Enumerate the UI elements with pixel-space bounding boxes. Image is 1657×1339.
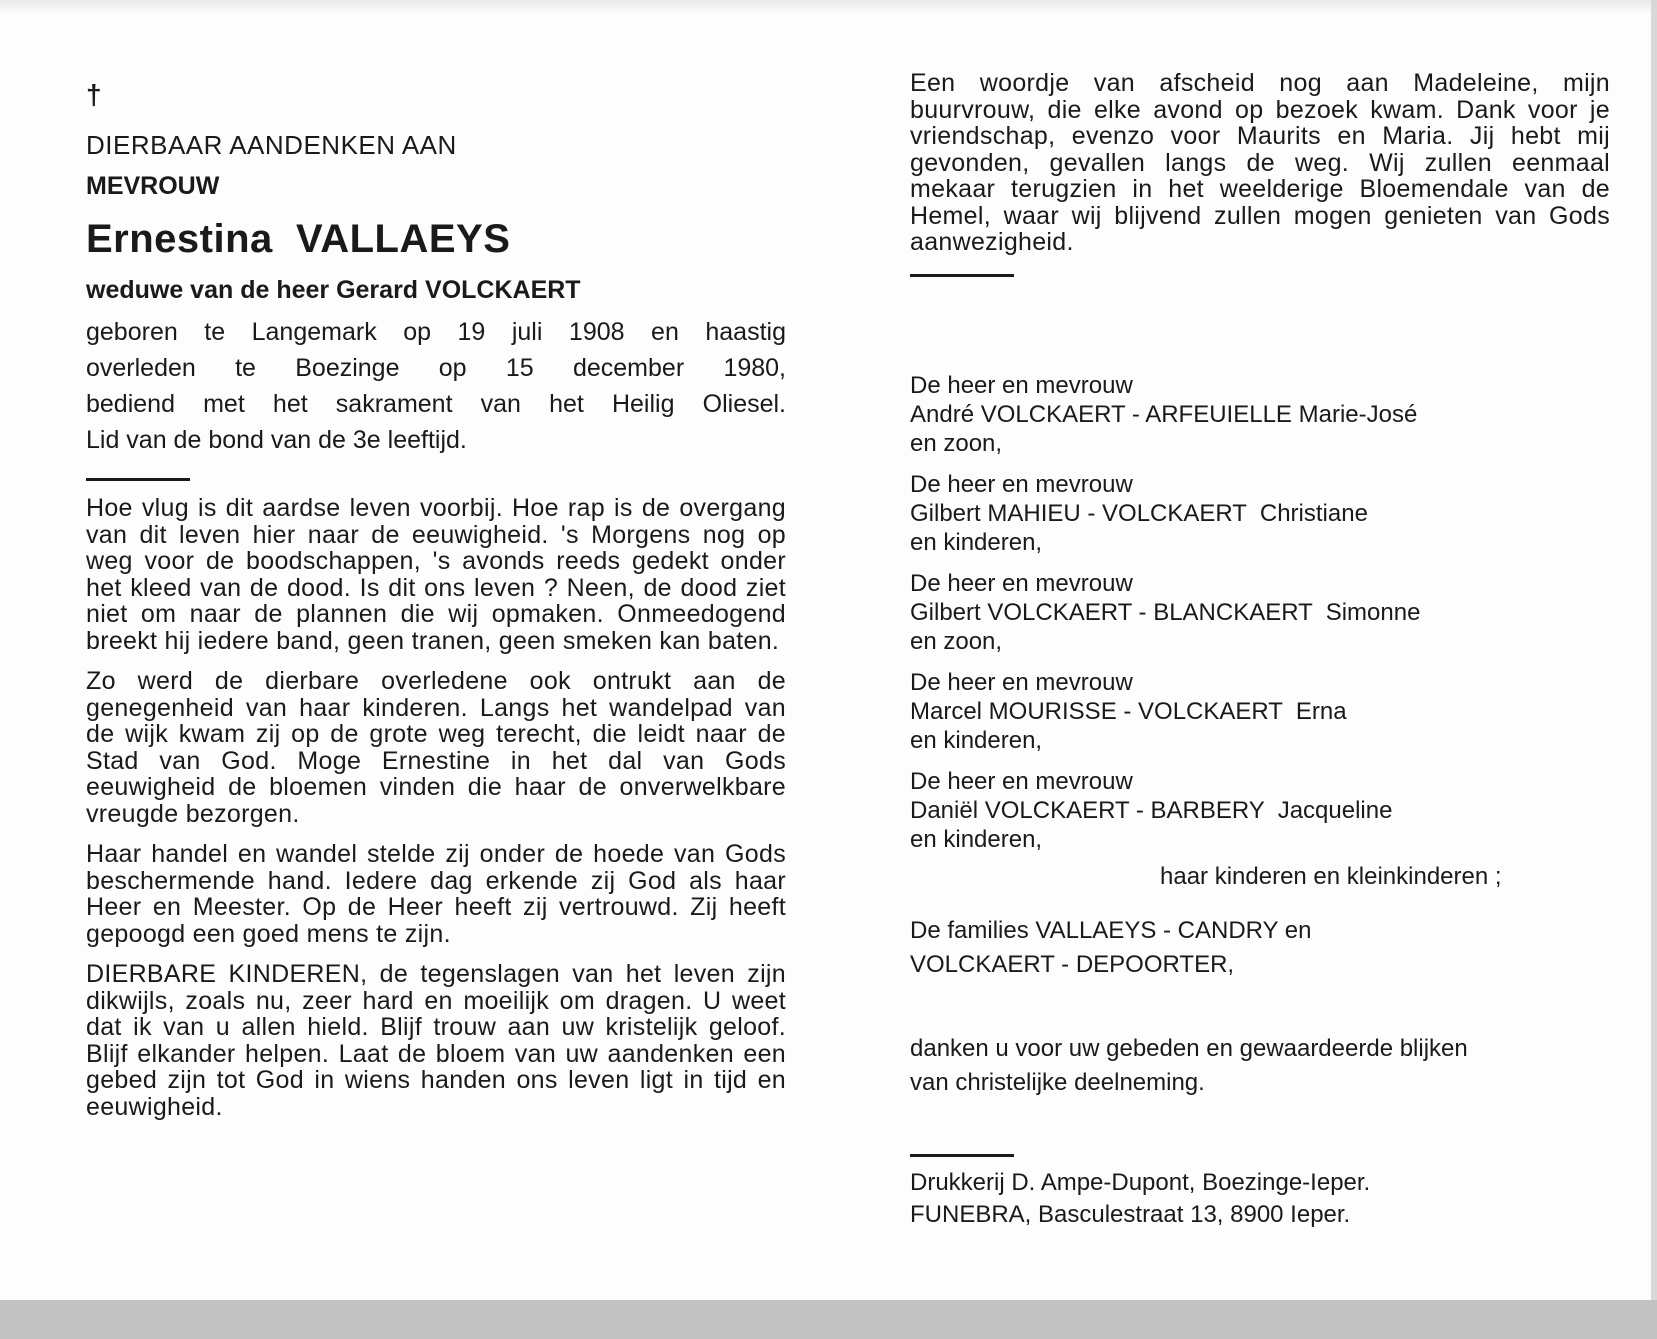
family-names: Gilbert VOLCKAERT - BLANCKAERT Simonne <box>910 598 1421 626</box>
thanks-line: danken u voor uw gebeden en gewaardeerde blijken <box>910 1034 1468 1062</box>
cross-icon: † <box>86 79 102 110</box>
biography <box>86 314 786 458</box>
family-entry <box>910 767 1610 854</box>
right-column <box>910 70 1610 1231</box>
divider <box>86 478 190 481</box>
extended-families <box>910 914 1610 982</box>
deceased-name: Ernestina VALLAEYS <box>86 217 511 261</box>
bio-line: overleden te Boezinge op 15 december 1980, <box>86 354 786 382</box>
text-paragraph: Zo werd de dierbare overledene ook ontrukt aan de genegenheid van haar kinderen. Langs het wandelpad van de wijk kwam zij op de grote weg terecht, die leidt naar de Stad van God. Moge Ernestine in het dal van Gods eeuwigheid de bloemen vinden die haar de onverwelkbare vreugde bezorgen. <box>86 667 786 828</box>
thanks-note <box>910 1032 1610 1100</box>
family-title: De heer en mevrouw <box>910 470 1133 498</box>
top-edge-shadow <box>0 0 1657 14</box>
intro-heading: DIERBAAR AANDENKEN AAN <box>86 130 457 160</box>
right-edge-shadow <box>1651 0 1657 1300</box>
family-children: en zoon, <box>910 429 1003 457</box>
left-column <box>86 80 786 1134</box>
thanks-line: van christelijke deelneming. <box>910 1068 1205 1096</box>
family-children: en kinderen, <box>910 825 1043 853</box>
family-title: De heer en mevrouw <box>910 767 1133 795</box>
family-entry <box>910 470 1610 557</box>
bio-line: geboren te Langemark op 19 juli 1908 en haastig <box>86 318 786 346</box>
farewell-paragraph: Een woordje van afscheid nog aan Madeleine, mijn buurvrouw, die elke avond op bezoek kwam. Dank voor je vriendschap, evenzo voor Maurits en Maria. Jij hebt mij gevonden, gevallen langs de weg. Wij zullen eenmaal mekaar terugzien in het weelderige Bloemendale van de Hemel, waar wij blijvend zullen mogen genieten van Gods aanwezigheid. <box>910 69 1610 256</box>
text-paragraph: Haar handel en wandel stelde zij onder de hoede van Gods beschermende hand. Iedere dag erkende zij God als haar Heer en Meester. Op de Heer heeft zij vertrouwd. Zij heeft gepoogd een goed mens te zijn. <box>86 840 786 948</box>
honorific: MEVROUW <box>86 172 220 200</box>
heirs-line: haar kinderen en kleinkinderen ; <box>1160 862 1502 890</box>
family-list <box>910 371 1610 892</box>
family-names: Gilbert MAHIEU - VOLCKAERT Christiane <box>910 499 1368 527</box>
family-names: Daniël VOLCKAERT - BARBERY Jacqueline <box>910 796 1393 824</box>
text-paragraph: Hoe vlug is dit aardse leven voorbij. Hoe rap is de overgang van dit leven hier naar de eeuwigheid. 's Morgens nog op weg voor de boodschappen, 's avonds reeds gedekt onder het kleed van de dood. Is dit ons leven ? Neen, de dood ziet niet om naar de plannen die wij opmaken. Onmeedogend breekt hij iedere band, geen tranen, geen smeken kan baten. <box>86 494 786 655</box>
printer-line: FUNEBRA, Basculestraat 13, 8900 Ieper. <box>910 1200 1351 1228</box>
family-title: De heer en mevrouw <box>910 569 1133 597</box>
bio-line: Lid van de bond van de 3e leeftijd. <box>86 426 467 454</box>
widow-line: weduwe van de heer Gerard VOLCKAERT <box>86 276 581 304</box>
family-title: De heer en mevrouw <box>910 668 1133 696</box>
family-children: en kinderen, <box>910 528 1043 556</box>
family-children: en kinderen, <box>910 726 1043 754</box>
divider <box>910 1154 1014 1157</box>
family-children: en zoon, <box>910 627 1003 655</box>
family-names: Marcel MOURISSE - VOLCKAERT Erna <box>910 697 1347 725</box>
divider <box>910 274 1014 277</box>
extended-line: De families VALLAEYS - CANDRY en <box>910 916 1312 944</box>
bio-line: bediend met het sakrament van het Heilig Oliesel. <box>86 390 786 418</box>
scanner-background <box>0 1300 1657 1339</box>
family-title: De heer en mevrouw <box>910 371 1133 399</box>
printer-credit <box>910 1167 1610 1231</box>
family-names: André VOLCKAERT - ARFEUIELLE Marie-José <box>910 400 1418 428</box>
text-paragraph: DIERBARE KINDEREN, de tegenslagen van het leven zijn dikwijls, zoals nu, zeer hard en moeilijk om dragen. U weet dat ik van u allen hield. Blijf trouw aan uw kristelijk geloof. Blijf elkander helpen. Laat de bloem van uw aandenken een gebed zijn tot God in wiens handen ons leven ligt in tijd en eeuwigheid. <box>86 960 786 1121</box>
family-entry <box>910 569 1610 656</box>
family-entry <box>910 371 1610 458</box>
family-entry <box>910 668 1610 755</box>
extended-line: VOLCKAERT - DEPOORTER, <box>910 950 1235 978</box>
printer-line: Drukkerij D. Ampe-Dupont, Boezinge-Ieper. <box>910 1168 1371 1196</box>
